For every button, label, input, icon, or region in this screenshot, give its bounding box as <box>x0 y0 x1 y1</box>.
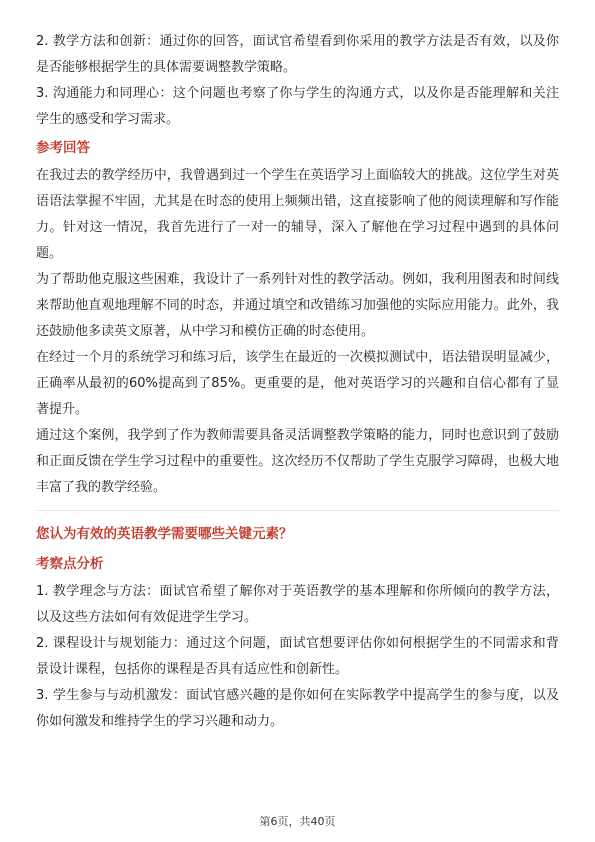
answer-paragraph: 为了帮助他克服这些困难，我设计了一系列针对性的教学活动。例如，我利用图表和时间线来帮助他直观地理解不同的时态，并通过填空和改错练习加强他的实际应用能力。此外，我还鼓励他多读英文原著，从中学习和模仿正确的时态使用。 <box>36 272 559 339</box>
answer-paragraph: 在我过去的教学经历中，我曾遇到过一个学生在英语学习上面临较大的挑战。这位学生对英语语法掌握不牢固，尤其是在时态的使用上频频出错，这直接影响了他的阅读理解和写作能力。针对这一情况，我首先进行了一对一的辅导，深入了解他在学习过程中遇到的具体问题。 <box>36 168 559 261</box>
document-page <box>36 29 559 735</box>
analysis-point: 2. 课程设计与规划能力：通过这个问题，面试官想要评估你如何根据学生的不同需求和背景设计课程，包括你的课程是否具有适应性和创新性。 <box>36 636 559 677</box>
answer-paragraph: 在经过一个月的系统学习和练习后，该学生在最近的一次模拟测试中，语法错误明显减少，正确率从最初的60%提高到了85%。更重要的是，他对英语学习的兴趣和自信心都有了显著提升。 <box>36 350 559 417</box>
page-number: 第6页，共40页 <box>259 815 336 828</box>
section-divider <box>36 510 559 511</box>
list-item-communication: 3. 沟通能力和同理心：这个问题也考察了你与学生的沟通方式，以及你是否能理解和关注学生的感受和学习需求。 <box>36 86 559 127</box>
list-item-teaching-method: 2. 教学方法和创新：通过你的回答，面试官希望看到你采用的教学方法是否有效，以及你是否能够根据学生的具体需要调整教学策略。 <box>36 34 559 75</box>
analysis-heading: 考察点分析 <box>36 556 104 572</box>
question-title: 您认为有效的英语教学需要哪些关键元素？ <box>36 526 293 542</box>
analysis-point: 3. 学生参与与动机激发：面试官感兴趣的是你如何在实际教学中提高学生的参与度，以及你如何激发和维持学生的学习兴趣和动力。 <box>36 688 559 729</box>
answer-paragraph: 通过这个案例，我学到了作为教师需要具备灵活调整教学策略的能力，同时也意识到了鼓励和正面反馈在学生学习过程中的重要性。这次经历不仅帮助了学生克服学习障碍，也极大地丰富了我的教学经验。 <box>36 428 559 495</box>
analysis-point: 1. 教学理念与方法：面试官希望了解你对于英语教学的基本理解和你所倾向的教学方法，以及这些方法如何有效促进学生学习。 <box>36 584 559 625</box>
reference-answer-heading: 参考回答 <box>36 140 90 156</box>
